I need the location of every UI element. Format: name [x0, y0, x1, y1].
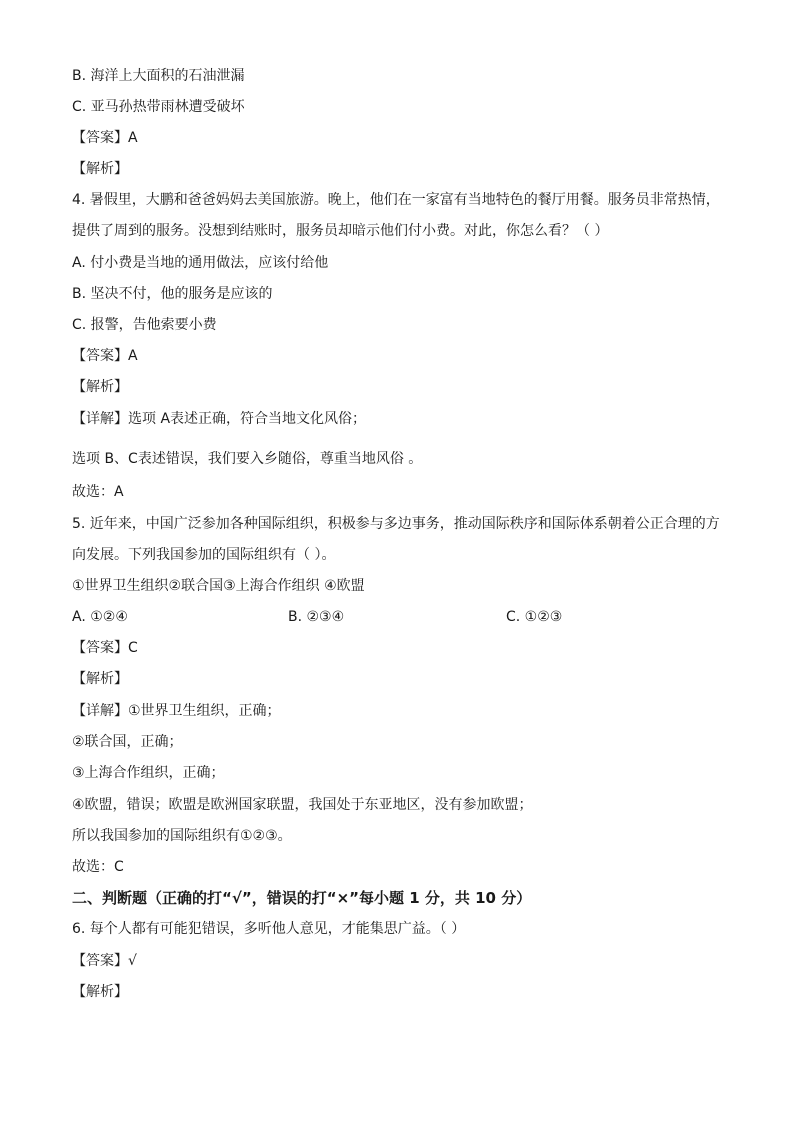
answer-q6: 【答案】√: [72, 953, 137, 969]
question-4-line-1: 4. 暑假里，大鹏和爸爸妈妈去美国旅游。晚上，他们在一家富有当地特色的餐厅用餐。服务员非常热情，: [72, 192, 720, 208]
option-b-q5: B. ②③④: [288, 609, 345, 625]
choice-q4: 故选：A: [72, 484, 124, 500]
answer-q4: 【答案】A: [72, 348, 138, 364]
question-5-line-2: 向发展。下列我国参加的国际组织有（ ）。: [72, 547, 336, 563]
section-title-judgement: 二、判断题（正确的打“√”，错误的打“×”每小题 1 分，共 10 分）: [72, 889, 532, 907]
option-c-q5: C. ①②③: [506, 609, 563, 625]
detail-q4-line-2: 选项 B、C表述错误，我们要入乡随俗，尊重当地风俗 。: [72, 451, 423, 467]
question-4-line-2: 提供了周到的服务。没想到结账时，服务员却暗示他们付小费。对此，你怎么看？（ ）: [72, 223, 609, 239]
question-5-items: ①世界卫生组织②联合国③上海合作组织 ④欧盟: [72, 578, 365, 594]
detail-q5-line-4: ④欧盟，错误；欧盟是欧洲国家联盟，我国处于东亚地区，没有参加欧盟；: [72, 797, 533, 813]
detail-q5-line-2: ②联合国，正确；: [72, 734, 183, 750]
option-b-q3: B. 海洋上大面积的石油泄漏: [72, 68, 245, 84]
detail-q5-line-1: 【详解】①世界卫生组织，正确；: [72, 703, 281, 719]
options-q5: [72, 607, 722, 627]
option-c-q4: C. 报警，告他索要小费: [72, 317, 217, 333]
option-a-q4: A. 付小费是当地的通用做法，应该付给他: [72, 255, 329, 271]
question-5-line-1: 5. 近年来，中国广泛参加各种国际组织，积极参与多边事务，推动国际秩序和国际体系朝着公正合理的方: [72, 516, 720, 532]
analysis-label-q5: 【解析】: [72, 671, 128, 687]
option-a-q5: A. ①②④: [72, 609, 128, 625]
option-b-q4: B. 坚决不付，他的服务是应该的: [72, 286, 273, 302]
detail-q5-line-3: ③上海合作组织，正确；: [72, 765, 225, 781]
analysis-label-q6: 【解析】: [72, 984, 128, 1000]
analysis-label-q3: 【解析】: [72, 161, 128, 177]
choice-q5: 故选：C: [72, 859, 124, 875]
analysis-label-q4: 【解析】: [72, 379, 128, 395]
answer-q3: 【答案】A: [72, 130, 138, 146]
detail-q4-line-1: 【详解】选项 A表述正确，符合当地文化风俗；: [72, 411, 367, 427]
option-c-q3: C. 亚马孙热带雨林遭受破坏: [72, 99, 245, 115]
detail-q5-line-5: 所以我国参加的国际组织有①②③。: [72, 828, 292, 844]
question-6: 6. 每个人都有可能犯错误，多听他人意见，才能集思广益。（ ）: [72, 921, 466, 937]
answer-q5: 【答案】C: [72, 640, 138, 656]
